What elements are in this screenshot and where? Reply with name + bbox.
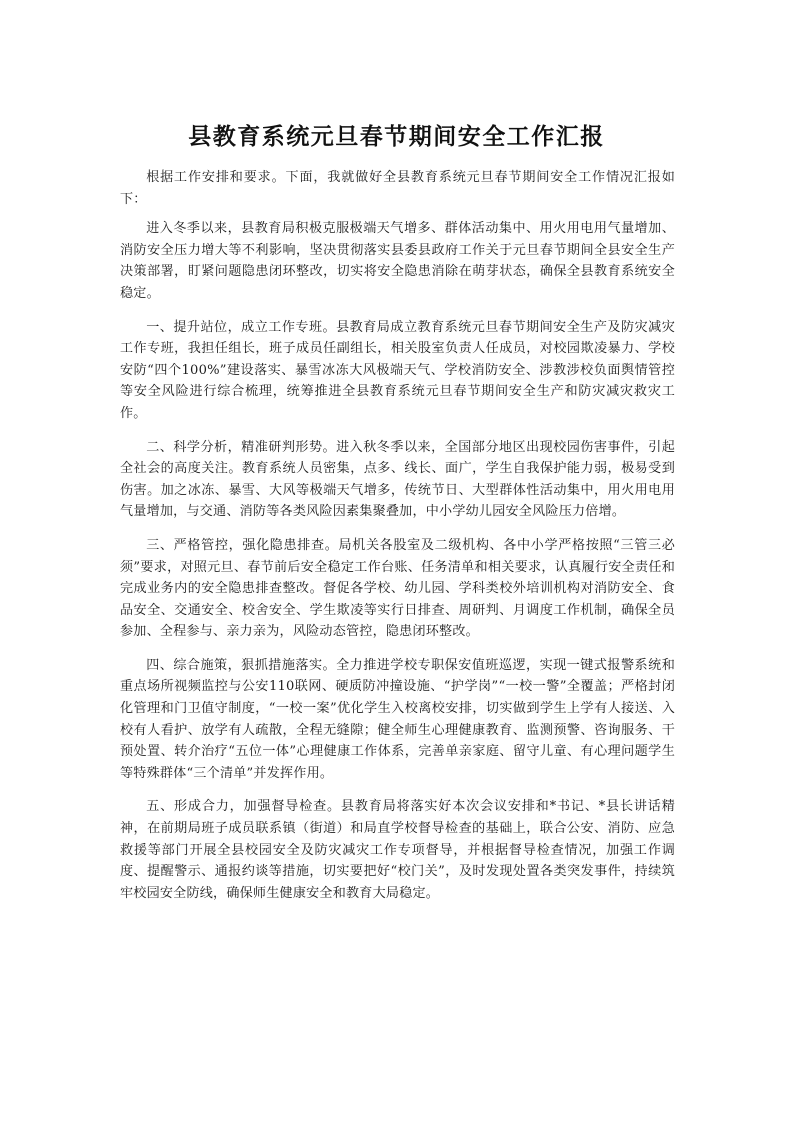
document-body — [120, 167, 675, 916]
section-2-paragraph: 二、科学分析，精准研判形势。进入秋冬季以来，全国部分地区出现校园伤害事件，引起全社会的高度关注。教育系统人员密集，点多、线长、面广，学生自我保护能力弱，极易受到伤害。加之冰冻、暴雪、大风等极端天气增多，传统节日、大型群体性活动集中，用火用电用气量增加，与交通、消防等各类风险因素集聚叠加，中小学幼儿园安全风险压力倍增。 — [120, 439, 675, 520]
section-1-paragraph: 一、提升站位，成立工作专班。县教育局成立教育系统元旦春节期间安全生产及防灾减灾工作专班，我担任组长，班子成员任副组长，相关股室负责人任成员，对校园欺凌暴力、学校安防“四个100%”建设落实、暴雪冰冻大风极端天气、学校消防安全、涉教涉校负面舆情管控等安全风险进行综合梳理，统筹推进全县教育系统元旦春节期间安全生产和防灾减灾救灾工作。 — [120, 319, 675, 421]
intro-paragraph: 根据工作安排和要求。下面，我就做好全县教育系统元旦春节期间安全工作情况汇报如下： — [120, 170, 675, 207]
section-5-paragraph: 五、形成合力，加强督导检查。县教育局将落实好本次会议安排和*书记、*县长讲话精神，在前期局班子成员联系镇（街道）和局直学校督导检查的基础上，联合公安、消防、应急救援等部门开展全县校园安全及防灾减灾工作专项督导，并根据督导检查情况，加强工作调度、提醒警示、通报约谈等措施，切实要把好“校门关”，及时发现处置各类突发事件，持续筑牢校园安全防线，确保师生健康安全和教育大局稳定。 — [120, 799, 675, 901]
document-title: 县教育系统元旦春节期间安全工作汇报 — [188, 124, 605, 150]
background-paragraph: 进入冬季以来，县教育局积极克服极端天气增多、群体活动集中、用火用电用气量增加、消防安全压力增大等不利影响，坚决贯彻落实县委县政府工作关于元旦春节期间全县安全生产决策部署，盯紧问题隐患闭环整改，切实将安全隐患消除在萌芽状态，确保全县教育系统安全稳定。 — [120, 221, 675, 301]
section-3-paragraph: 三、严格管控，强化隐患排查。局机关各股室及二级机构、各中小学严格按照“三管三必须”要求，对照元旦、春节前后安全稳定工作台账、任务清单和相关要求，认真履行安全责任和完成业务内的安全隐患排查整改。督促各学校、幼儿园、学科类校外培训机构对消防安全、食品安全、交通安全、校舍安全、学生欺凌等实行日排查、周研判、月调度工作机制，确保全员参加、全程参与、亲力亲为，风险动态管控，隐患闭环整改。 — [120, 537, 675, 640]
section-4-paragraph: 四、综合施策，狠抓措施落实。全力推进学校专职保安值班巡逻，实现一键式报警系统和重点场所视频监控与公安110联网、硬质防冲撞设施、“护学岗”“一校一警”全覆盖；严格封闭化管理和门卫值守制度，“一校一案”优化学生入校离校安排，切实做到学生上学有人接送、入校有人看护、放学有人疏散，全程无缝隙；健全师生心理健康教育、监测预警、咨询服务、干预处置、转介治疗“五位一体”心理健康工作体系，完善单亲家庭、留守儿童、有心理问题学生等特殊群体“三个清单”并发挥作用。 — [120, 657, 675, 781]
